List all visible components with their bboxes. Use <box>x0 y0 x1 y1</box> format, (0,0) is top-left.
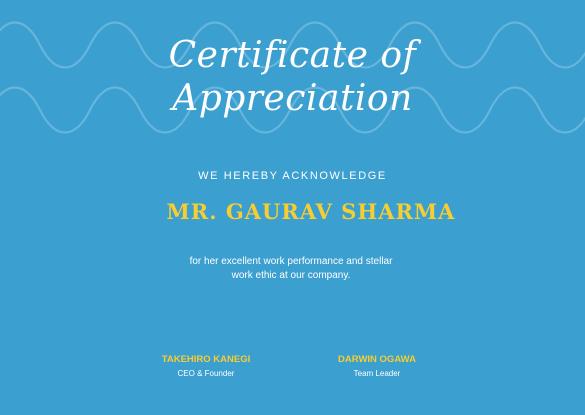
reason-text-line-2: work ethic at our company. <box>231 270 351 281</box>
reason-text-line-1: for her excellent work performance and stellar <box>189 256 393 267</box>
signer-name: TAKEHIRO KANEGI <box>161 354 251 365</box>
signer-role: Team Leader <box>353 369 401 378</box>
recipient-name: MR. GAURAV SHARMA <box>166 199 456 224</box>
certificate-title-line-1: Certificate of <box>168 35 417 76</box>
signer-team-leader <box>287 353 467 379</box>
acknowledge-text: WE HEREBY ACKNOWLEDGE <box>198 170 387 182</box>
signer-role: CEO & Founder <box>177 369 235 378</box>
certificate-title-line-2: Appreciation <box>172 78 413 119</box>
signer-name: DARWIN OGAWA <box>338 354 416 365</box>
signer-ceo <box>116 353 296 379</box>
